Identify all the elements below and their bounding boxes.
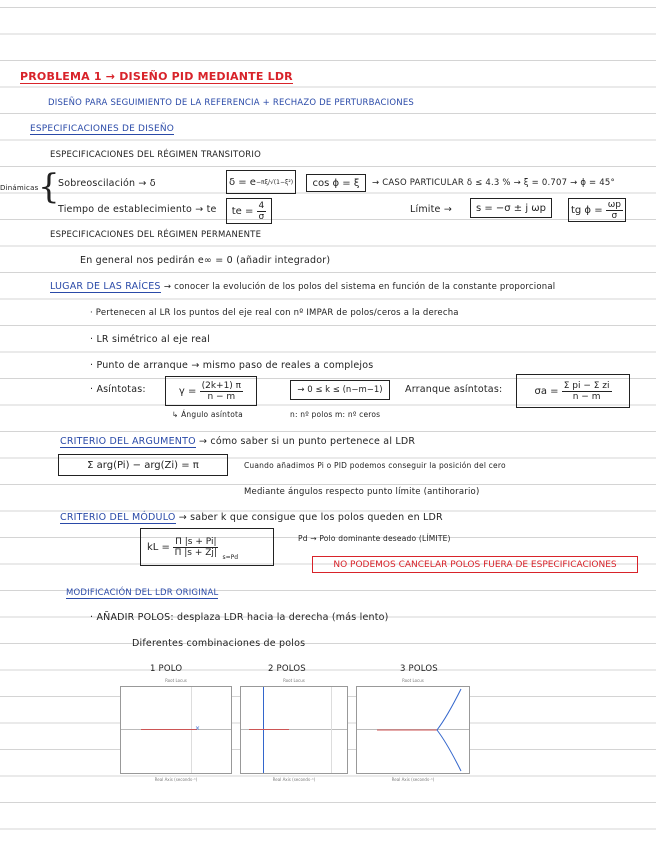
ldr-bullet-1: · Pertenecen al LR los puntos del eje real con nº IMPAR de polos/ceros a la derecha [90,308,459,318]
kl-formula-box [140,528,274,566]
kl-den: Π |s + Zj| [174,547,217,558]
delta-formula-box [226,170,296,194]
sobreoscilacion-text: Sobreoscilación → δ [58,178,156,189]
k-range: → 0 ≤ k ≤ (n−m−1) [297,385,383,395]
cos-formula-box [306,174,366,192]
combinaciones-text: Diferentes combinaciones de polos [132,638,306,649]
kl-lhs: kL = [147,541,170,553]
arg-note-2: Mediante ángulos respecto punto límite (antihorario) [244,487,480,497]
te-den: σ [258,211,265,222]
mod-heading: CRITERIO DEL MÓDULO [60,512,176,523]
dinamicas-label: Dinámicas [0,184,39,192]
ldr-heading: LUGAR DE LAS RAÍCES [50,281,161,292]
plot-3-lower-branch [437,730,461,771]
transitorio-heading: ESPECIFICACIONES DEL RÉGIMEN TRANSITORIO [50,150,261,160]
pd-note: Pd → Polo dominante deseado (LÍMITE) [298,534,451,543]
ldr-bullet-2: · LR simétrico al eje real [90,334,210,345]
permanente-text: En general nos pedirán e∞ = 0 (añadir integrador) [80,255,331,266]
ldr-bullet-4: · Asíntotas: [90,384,146,395]
plot-2-title: Root Locus [283,678,305,683]
sigma-den: n − m [572,391,601,402]
plot-label-1: 1 POLO [150,664,183,674]
sigma-num: Σ pi − Σ zi [563,380,610,391]
cos-formula: cos ϕ = ξ [312,177,360,189]
plot-2-vertical-branch [263,687,264,773]
tiempo-establecimiento: Tiempo de establecimiento → te [58,204,217,215]
problem-title: PROBLEMA 1 → DISEÑO PID MEDIANTE LDR [20,70,293,83]
tg-formula-box [568,198,626,222]
plot-2-imag-axis [331,687,332,773]
gamma-formula-box [165,376,257,406]
plot-2-xlabel: Real Axis (seconds⁻¹) [272,777,316,782]
k-range-box [290,380,390,400]
kl-subscript: s=Pd [222,554,239,561]
delta-formula: δ = e [228,176,256,188]
limite-formula: s = −σ ± j ωp [475,202,547,214]
plot-label-2: 2 POLOS [268,664,306,674]
spec-heading: ESPECIFICACIONES DE DISEÑO [30,124,175,134]
plot-3-upper-branch [437,689,461,730]
root-locus-plot-1 [120,678,232,782]
plot-1-title: Root Locus [165,678,187,683]
te-num: 4 [258,200,265,211]
anadir-polos: · AÑADIR POLOS: desplaza LDR hacia la derecha (más lento) [90,612,389,623]
root-locus-plot-3 [356,678,470,782]
root-locus-plot-2 [240,678,348,782]
limite-label: Límite → [410,204,452,215]
delta-exponent: −πξ/√(1−ξ²) [255,178,294,186]
angulo-asintota-label: ↳ Ángulo asíntota [172,410,243,419]
permanente-heading: ESPECIFICACIONES DEL RÉGIMEN PERMANENTE [50,230,262,240]
plot-2-locus-branch [249,729,289,730]
caso-particular: → CASO PARTICULAR δ ≤ 4.3 % → ξ = 0.707 → ϕ = 45° [372,178,615,188]
limite-formula-box [470,198,552,218]
plot-1-imag-axis [191,687,192,773]
plot-3-title: Root Locus [402,678,424,683]
arg-text: → cómo saber si un punto pertenece al LDR [199,436,416,447]
arranque-label: Arranque asíntotas: [405,384,503,395]
gamma-den: n − m [207,391,236,402]
mod-text: → saber k que consigue que los polos queden en LDR [178,512,443,523]
ldr-bullet-3: · Punto de arranque → mismo paso de reales a complejos [90,360,374,371]
arg-note-1: Cuando añadimos Pi o PID podemos conseguir la posición del cero [244,461,506,470]
arg-formula: Σ arg(Pi) − arg(Zi) = π [87,459,199,471]
tg-den: σ [611,210,618,221]
nm-label: n: nº polos m: nº ceros [290,410,381,419]
arg-heading: CRITERIO DEL ARGUMENTO [60,436,196,447]
warning-box [312,556,638,573]
arg-formula-box [58,454,228,476]
problem-subtitle: DISEÑO PARA SEGUIMIENTO DE LA REFERENCIA + RECHAZO DE PERTURBACIONES [48,98,415,108]
plot-3-locus-curves [357,687,469,773]
plot-3-xlabel: Real Axis (seconds⁻¹) [391,777,435,782]
te-lhs: te = [231,205,254,217]
gamma-lhs: γ = [178,385,197,397]
mod-ldr-heading: MODIFICACIÓN DEL LDR ORIGINAL [66,588,219,598]
plot-label-3: 3 POLOS [400,664,438,674]
plot-1-locus-branch [141,729,197,730]
kl-num: Π |s + Pi| [175,536,217,547]
plot-1-pole-marker: × [195,725,201,732]
sigma-formula-box [516,374,630,408]
te-formula-box [226,198,272,224]
sigma-lhs: σa = [534,385,559,397]
tg-num: ωp [607,199,622,210]
ldr-text: → conocer la evolución de los polos del sistema en función de la constante proporcional [163,282,556,292]
plot-1-xlabel: Real Axis (seconds⁻¹) [154,777,198,782]
tg-lhs: tg ϕ = [570,204,603,216]
gamma-num: (2k+1) π [201,380,242,391]
left-brace: { [38,167,60,207]
warning-text: NO PODEMOS CANCELAR POLOS FUERA DE ESPECIFICACIONES [333,559,617,570]
